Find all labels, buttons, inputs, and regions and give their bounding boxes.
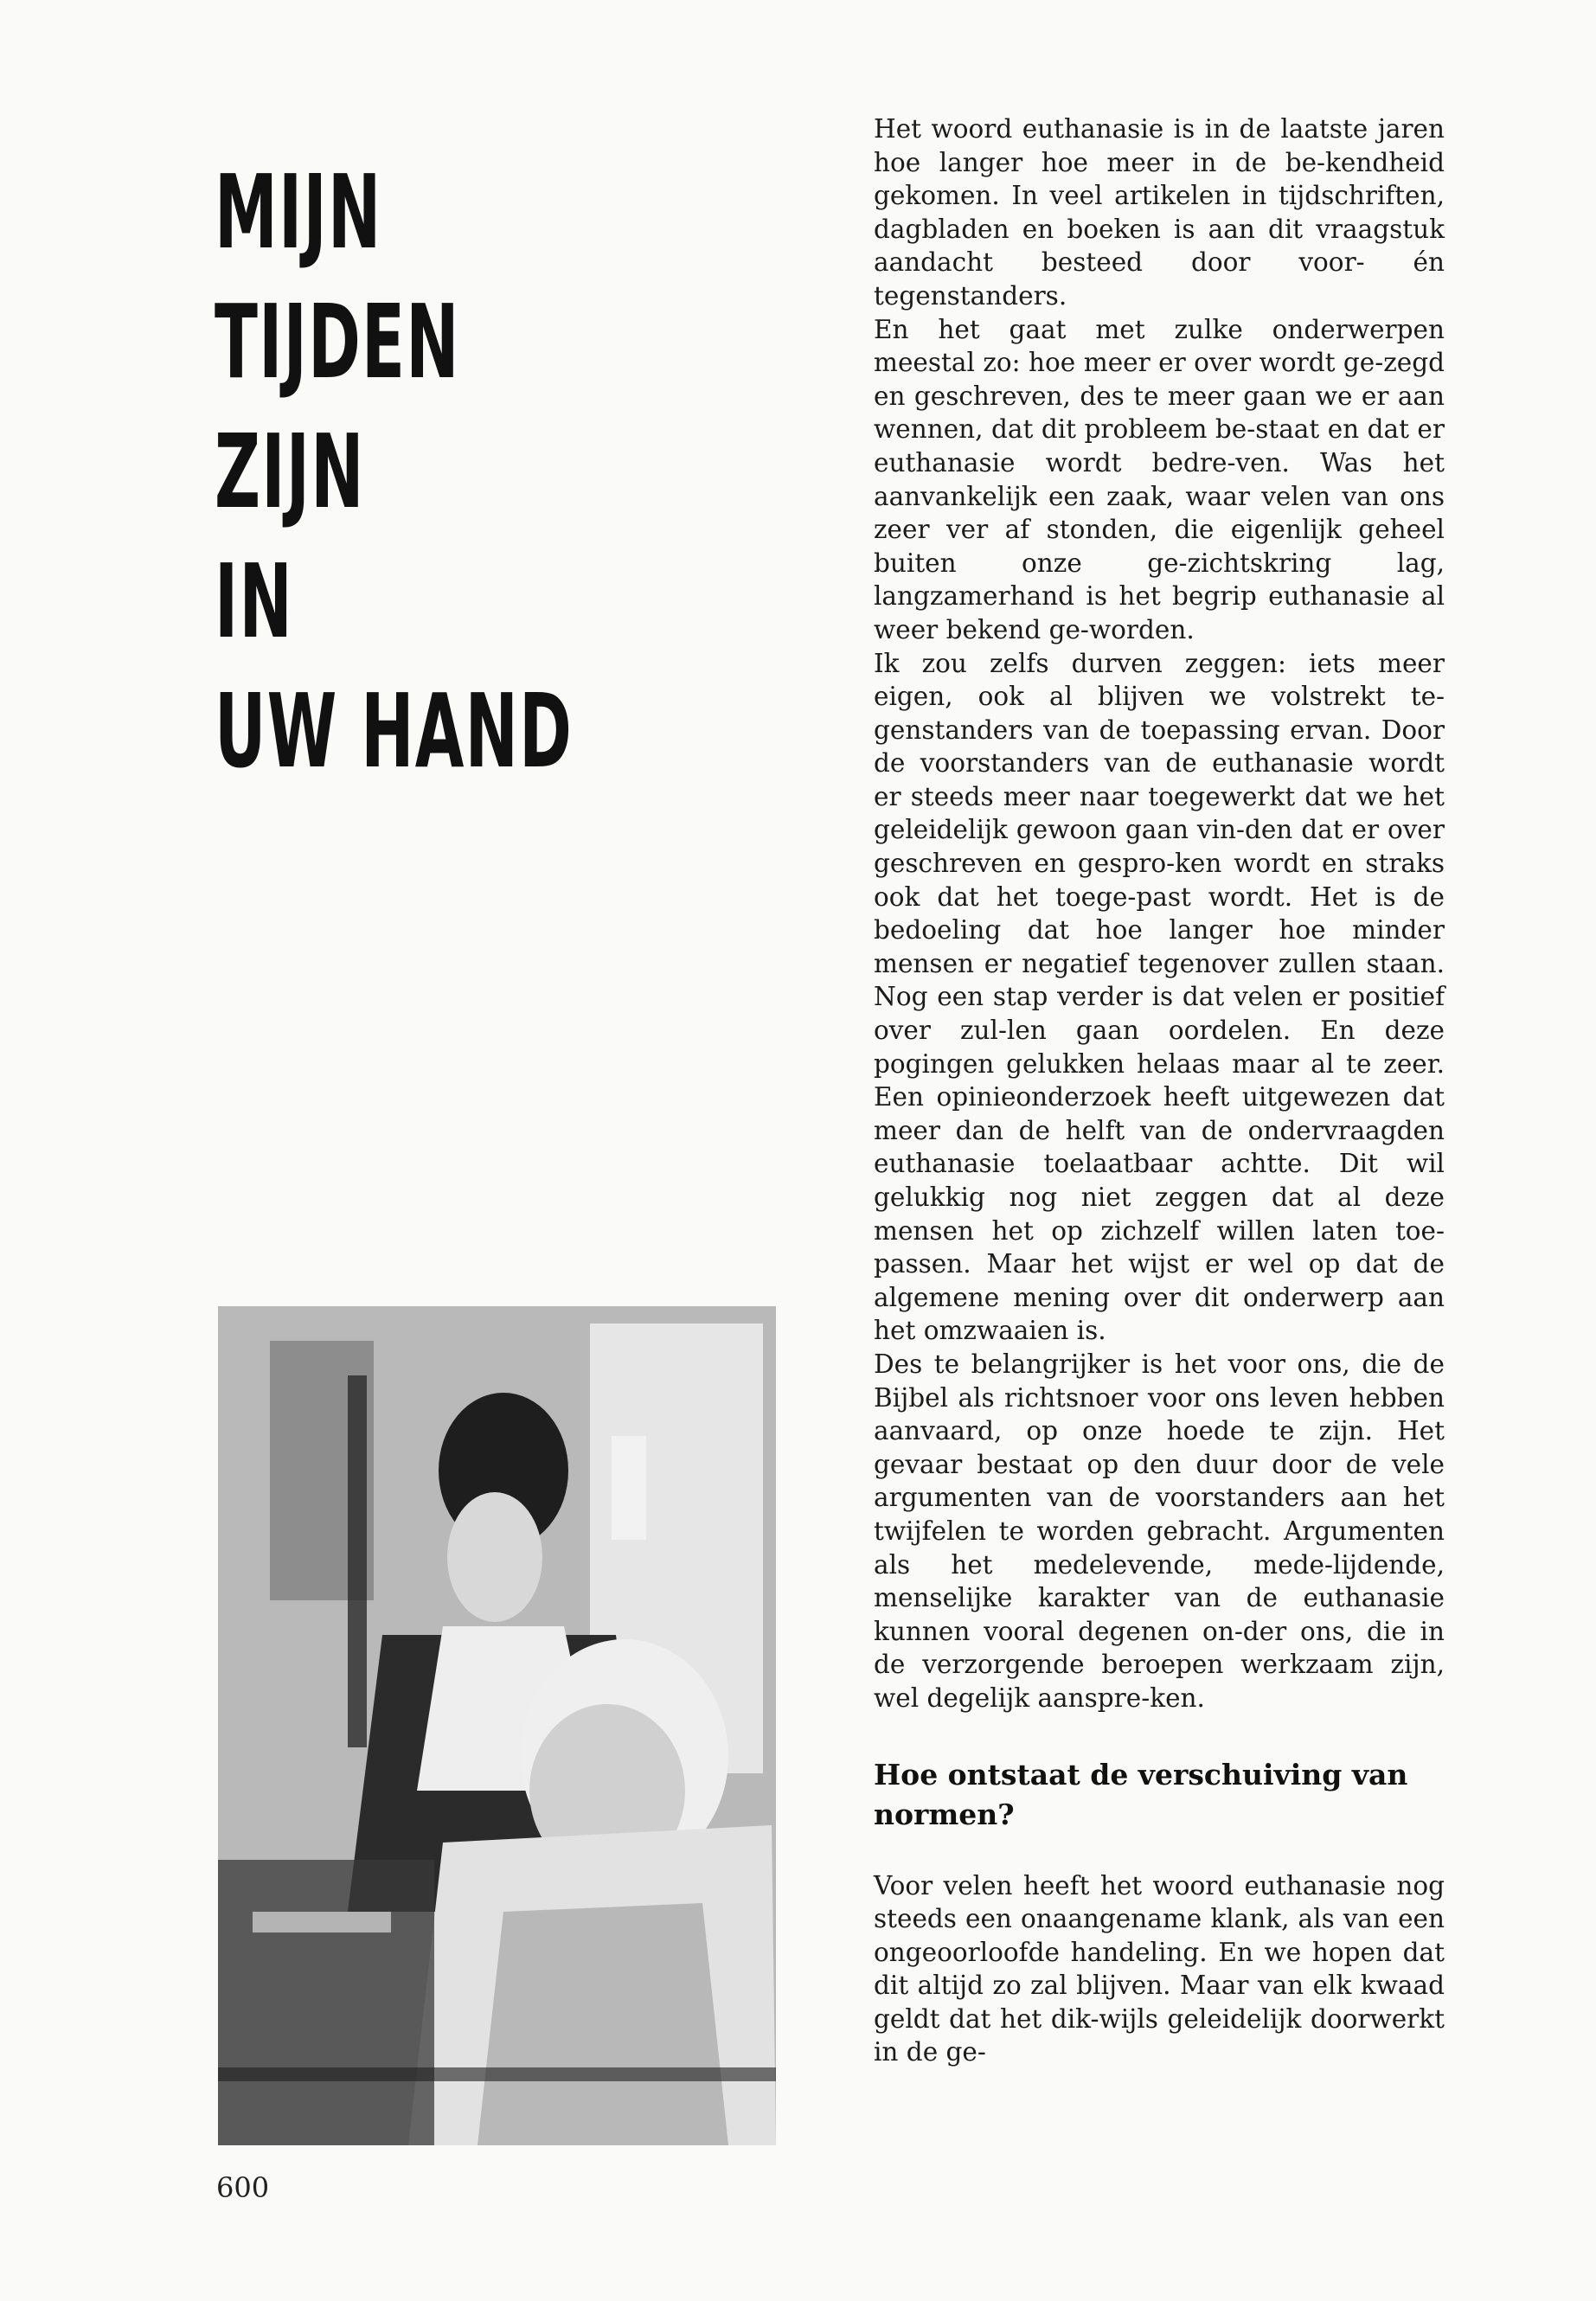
article-body	[874, 112, 1445, 2069]
title-line-2: TIJDEN	[215, 282, 460, 401]
title-line-3: ZIJN	[215, 412, 365, 531]
title-line-1: MIJN	[215, 152, 382, 272]
title-line-4: IN	[215, 542, 293, 661]
title-line-5: UW HAND	[215, 671, 574, 791]
article-title	[215, 147, 573, 796]
page-number: 600	[216, 2171, 270, 2204]
paragraph-3: Ik zou zelfs durven zeggen: iets meer eigen, ook al blijven we volstrekt te-genstanders van de toepassing ervan. Door de voorstanders van de euthanasie wordt er steeds meer naar toegewerkt dat we het geleidelijk gewoon gaan vin-den dat er over geschreven en gespro-ken wordt en straks ook dat het toege-past wordt. Het is de bedoeling dat hoe langer hoe minder mensen er negatief tegenover zullen staan. Nog een stap verder is dat velen er positief over zul-len gaan oordelen. En deze pogingen gelukken helaas maar al te zeer. Een opinieonderzoek heeft uitgewezen dat meer dan de helft van de ondervraagden euthanasie toelaatbaar achtte. Dit wil gelukkig nog niet zeggen dat al deze mensen het op zichzelf willen laten toe-passen. Maar het wijst er wel op dat de algemene mening over dit onderwerp aan het omzwaaien is.	[874, 648, 1445, 1346]
paragraph-4: Des te belangrijker is het voor ons, die de Bijbel als richtsnoer voor ons leven hebben aanvaard, op onze hoede te zijn. Het gevaar bestaat op den duur door de vele argumenten van de voorstanders aan het twijfelen te worden gebracht. Argumenten als het medelevende, mede-lijdende, menselijke karakter van de euthanasie kunnen vooral degenen on-der ons, die in de verzorgende beroepen werkzaam zijn, wel degelijk aanspre-ken.	[874, 1349, 1445, 1713]
paragraph-2: En het gaat met zulke onderwerpen meestal zo: hoe meer er over wordt ge-zegd en geschreven, des te meer gaan we er aan wennen, dat dit probleem be-staat en dat er euthanasie wordt bedre-ven. Was het aanvankelijk een zaak, waar velen van ons zeer ver af stonden, die eigenlijk geheel buiten onze ge-zichtskring lag, langzamerhand is het begrip euthanasie al weer bekend ge-worden.	[874, 314, 1445, 644]
paragraph-5: Voor velen heeft het woord euthanasie nog steeds een onaangename klank, als van een ongeoorloofde handeling. En we hopen dat dit altijd zo zal blijven. Maar van elk kwaad geldt dat het dik-wijls geleidelijk doorwerkt in de ge-	[874, 1870, 1445, 2067]
photo-nurse-and-elderly-man-icon	[218, 1306, 776, 2145]
section-heading: Hoe ontstaat de verschuiving van normen?	[874, 1757, 1408, 1831]
paragraph-1: Het woord euthanasie is in de laatste jaren hoe langer hoe meer in de be-kendheid gekomen. In veel artikelen in tijdschriften, dagbladen en boeken is aan dit vraagstuk aandacht besteed door voor- én tegenstanders.	[874, 114, 1445, 311]
article-photo	[218, 1306, 776, 2145]
